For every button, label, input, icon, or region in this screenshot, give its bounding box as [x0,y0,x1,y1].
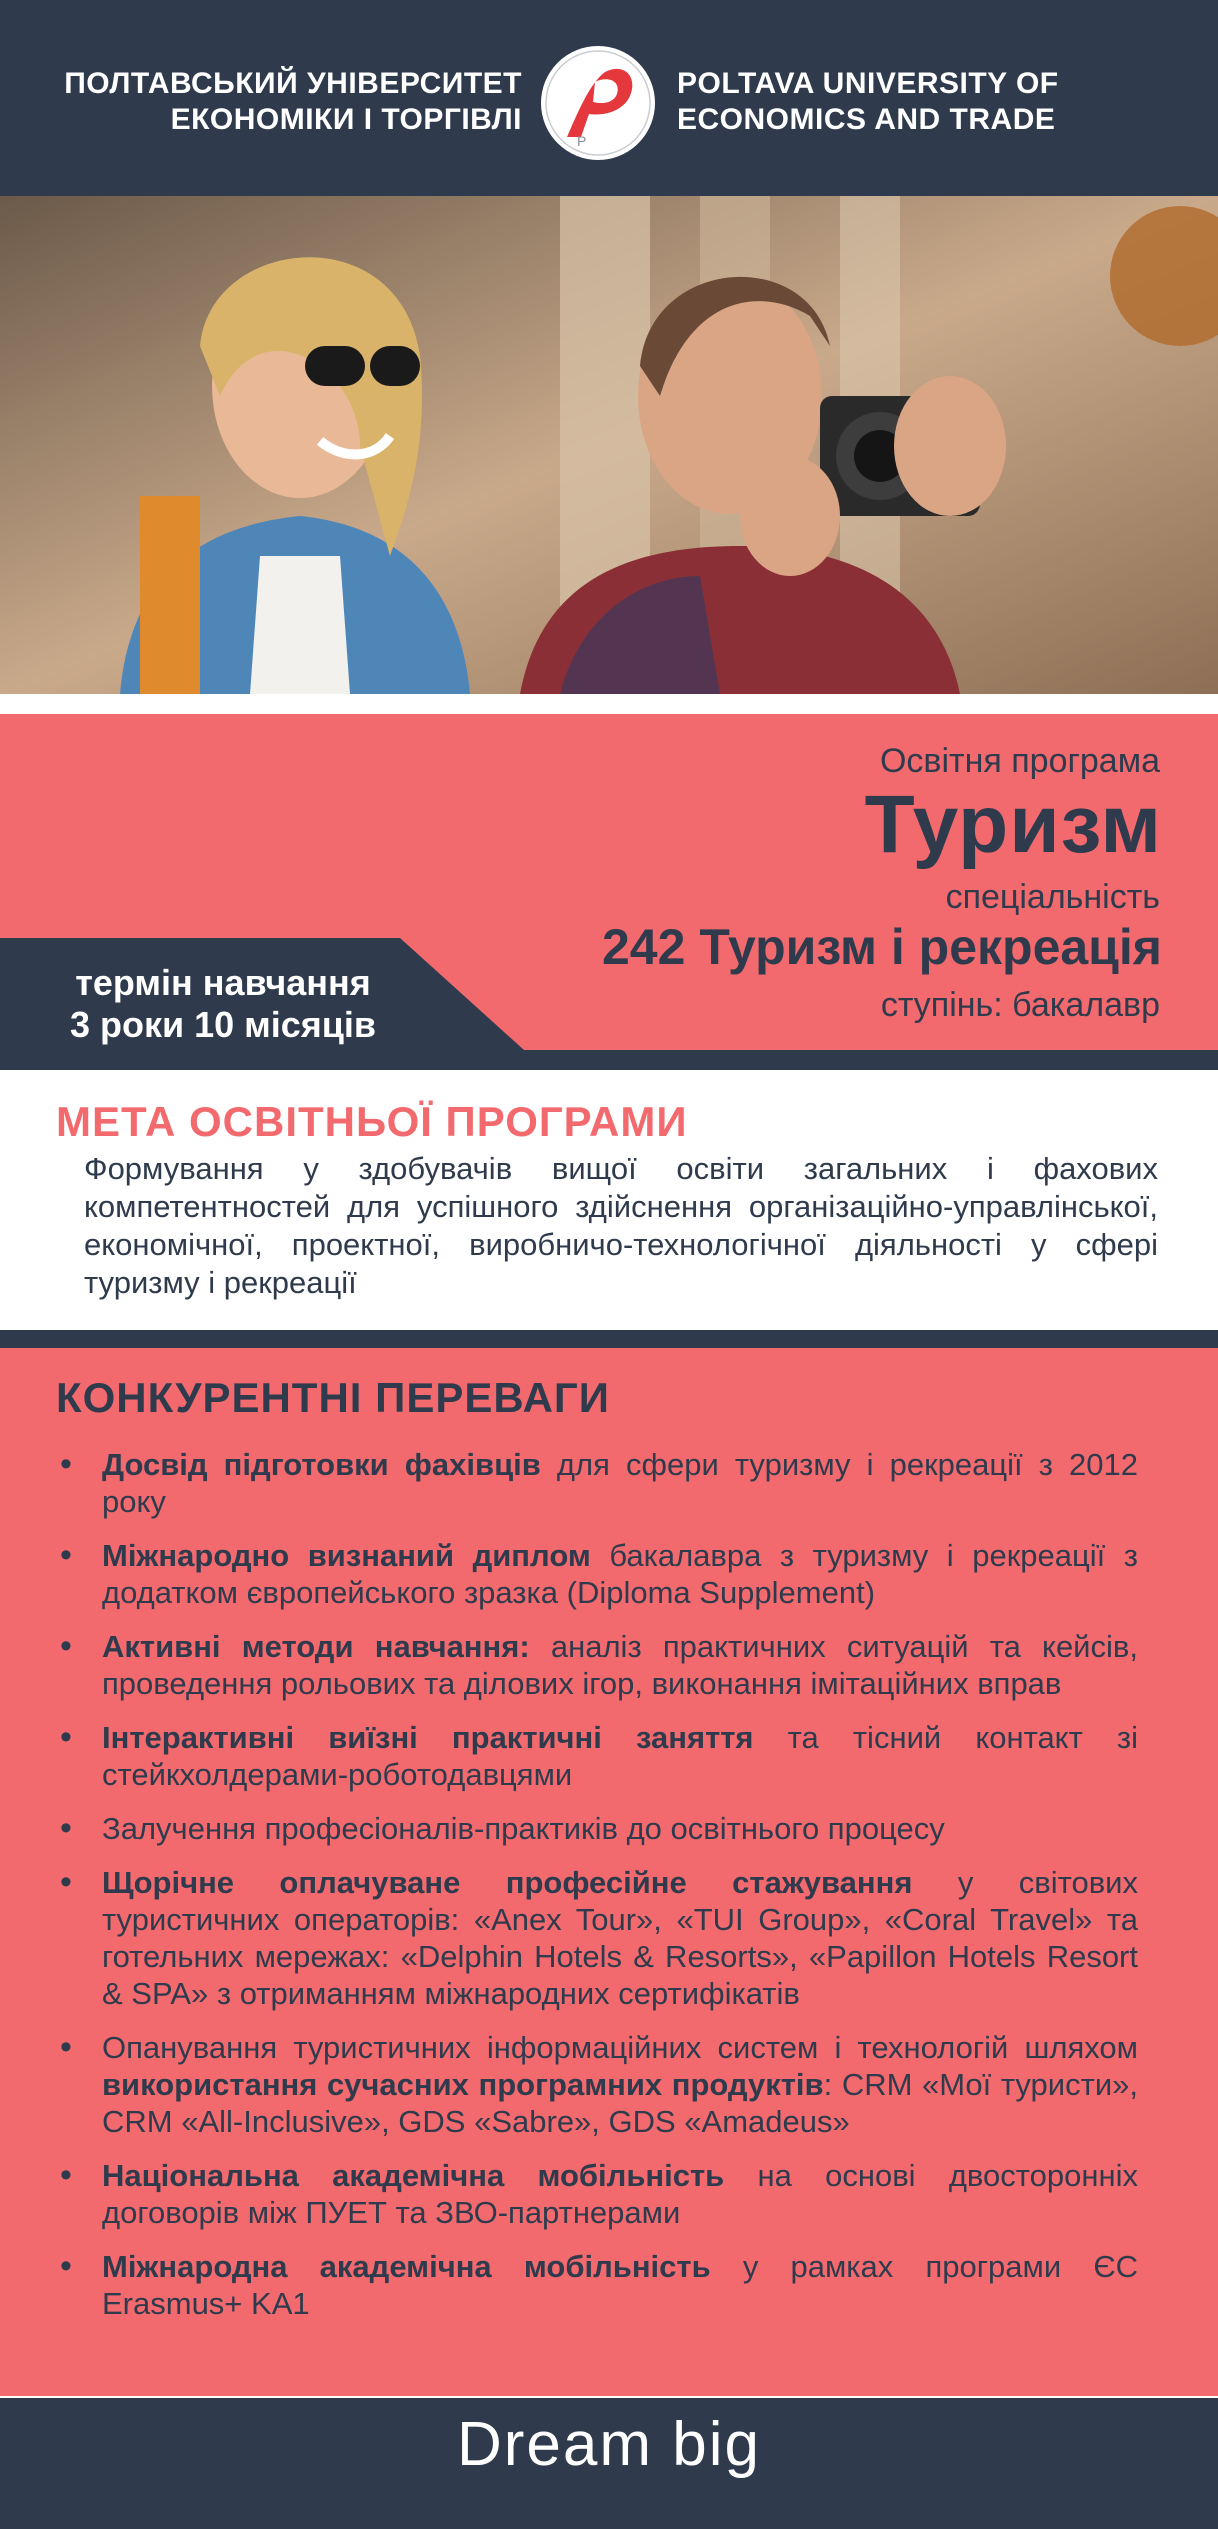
divider [0,1330,1218,1348]
list-item: • Залучення професіоналів-практиків до освітнього процесу [60,1810,1138,1847]
list-item: • Щорічне оплачуване професійне стажування у світових туристичних операторів: «Anex Tour», «TUI Group», «Coral Travel» та готельних мережах: «Delphin Hotels & Resorts», «Papillon Hotels Resort & SPA» з отриманням міжнародних сертифікатів [60,1864,1138,2012]
advantages-title: КОНКУРЕНТНІ ПЕРЕВАГИ [56,1374,610,1421]
list-item: • Інтерактивні виїзні практичні заняття та тісний контакт зі стейкхолдерами-роботодавцями [60,1719,1138,1793]
logo-letter: P [577,133,587,149]
divider [0,694,1218,714]
university-name-ua: ПОЛТАВСЬКИЙ УНІВЕРСИТЕТ ЕКОНОМІКИ І ТОРГІВЛІ [64,67,522,136]
list-item: • Активні методи навчання: аналіз практичних ситуацій та кейсів, проведення рольових та ділових ігор, виконання імітаційних вправ [60,1628,1138,1702]
study-term: термін навчання 3 роки 10 місяців [69,962,377,1045]
program-name: Туризм [864,779,1162,870]
header-bar [0,0,1218,196]
university-name-en: POLTAVA UNIVERSITY OF ECONOMICS AND TRADE [677,67,1059,136]
footer-accent-line [0,2390,1218,2396]
list-item: • Опанування туристичних інформаційних систем і технологій шляхом використання сучасних програмних продуктів: CRM «Мої туристи», CRM «All-Inclusive», GDS «Sabre», GDS «Amadeus» [60,2029,1138,2140]
list-item: • Міжнародна академічна мобільність у рамках програми ЄС Erasmus+ KA1 [60,2248,1138,2322]
university-logo [537,42,659,164]
list-item: • Міжнародно визнаний диплом бакалавра з туризму і рекреації з додатком європейського зразка (Diploma Supplement) [60,1537,1138,1611]
specialty-label: спеціальність [945,878,1160,916]
advantages-section [0,1348,1218,2390]
specialty-name: 242 Туризм і рекреація [602,919,1162,975]
program-label: Освітня програма [879,742,1160,780]
advantages-list [60,1446,1138,2339]
goal-title: МЕТА ОСВІТНЬОЇ ПРОГРАМИ [56,1098,688,1145]
program-section [0,714,1218,1070]
slogan: Dream big [457,2410,761,2479]
list-item: • Досвід підготовки фахівців для сфери туризму і рекреації з 2012 року [60,1446,1138,1520]
tourists-photo [0,196,1218,694]
list-item: • Національна академічна мобільність на основі двосторонніх договорів між ПУЕТ та ЗВО-партнерами [60,2157,1138,2231]
goal-text: Формування у здобувачів вищої освіти загальних і фахових компетентностей для успішного здійснення організаційно-управлінської, економічної, проектної, виробничо-технологічної діяльності у сфері туризму і рекреації [84,1151,1158,1300]
goal-section [0,1070,1218,1330]
degree-label: ступінь: бакалавр [880,986,1160,1024]
